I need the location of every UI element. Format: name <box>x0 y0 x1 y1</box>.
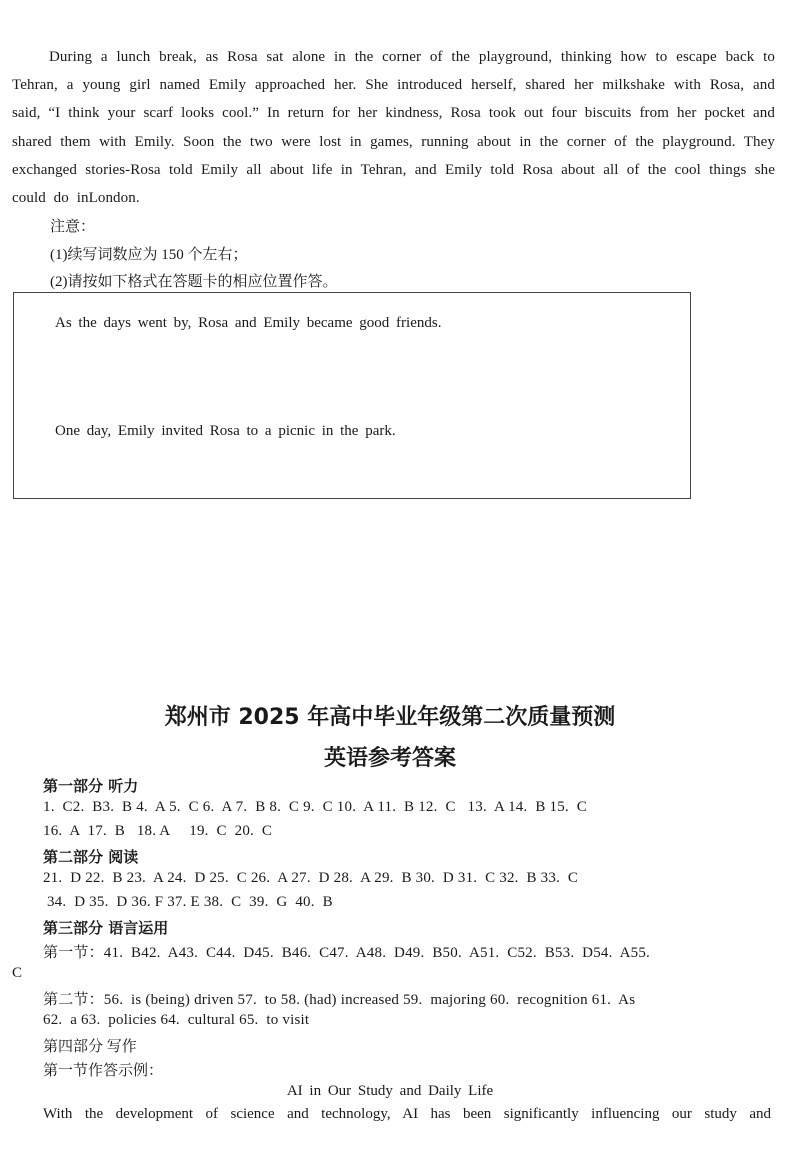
part1-answers-line-1: 1. C2. B3. B 4. A 5. C 6. A 7. B 8. C 9. C 10. A 11. B 12. C 13. A 14. B 15. C <box>43 799 587 815</box>
answer-box <box>13 292 691 499</box>
notes-heading: 注意： <box>50 219 96 235</box>
note-item-2: (2)请按如下格式在答题卡的相应位置作答。 <box>50 274 338 290</box>
part2-answers-line-2: 34. D 35. D 36. F 37. E 38. C 39. G 40. B <box>43 894 333 910</box>
answer-key-subtitle: 英语参考答案 <box>323 746 456 771</box>
part3-section1-wrap: C <box>12 965 23 981</box>
note-item-1: (1)续写词数应为 150 个左右； <box>50 247 248 263</box>
part4-heading: 第四部分 写作 <box>43 1039 137 1055</box>
answer-key-title: 郑州市 2025 年高中毕业年级第二次质量预测 <box>164 705 616 730</box>
answer-box-line-2: One day, Emily invited Rosa to a picnic in the park. <box>55 423 396 439</box>
part1-heading: 第一部分 听力 <box>43 777 139 795</box>
part3-section2-line-2: 62. a 63. policies 64. cultural 65. to visit <box>43 1012 310 1028</box>
part3-section2-line-1: 第二节：56. is (being) driven 57. to 58. (had) increased 59. majoring 60. recognition 61. As <box>43 992 636 1008</box>
part1-answers-line-2: 16. A 17. B 18. A 19. C 20. C <box>43 823 273 839</box>
essay-first-line: With the development of science and technology, AI has been significantly influencing our study and <box>43 1106 771 1122</box>
part3-heading: 第三部分 语言运用 <box>43 919 169 937</box>
essay-title: AI in Our Study and Daily Life <box>286 1083 494 1099</box>
part3-section1-answers: 第一节：41. B42. A43. C44. D45. B46. C47. A48. D49. B50. A51. C52. B53. D54. A55. <box>43 945 651 961</box>
part2-answers-line-1: 21. D 22. B 23. A 24. D 25. C 26. A 27. D 28. A 29. B 30. D 31. C 32. B 33. C <box>43 870 579 886</box>
part2-heading: 第二部分 阅读 <box>43 848 139 866</box>
story-paragraph: During a lunch break, as Rosa sat alone in the corner of the playground, thinking how to escape back to Tehran, a young girl named Emily approached her. She introduced herself, shared her milkshake with Rosa, and said, “I think your scarf looks cool.” In return for her kindness, Rosa took out four biscuits from her pocket and shared them with Emily. Soon the two were lost in games, running about in the corner of the playground. They exchanged stories-Rosa told Emily all about life in Tehran, and Emily told Rosa about all of the cool things she could do inLondon. <box>12 49 775 207</box>
part4-subheading: 第一节作答示例： <box>43 1063 164 1079</box>
answer-box-line-1: As the days went by, Rosa and Emily became good friends. <box>55 315 442 331</box>
